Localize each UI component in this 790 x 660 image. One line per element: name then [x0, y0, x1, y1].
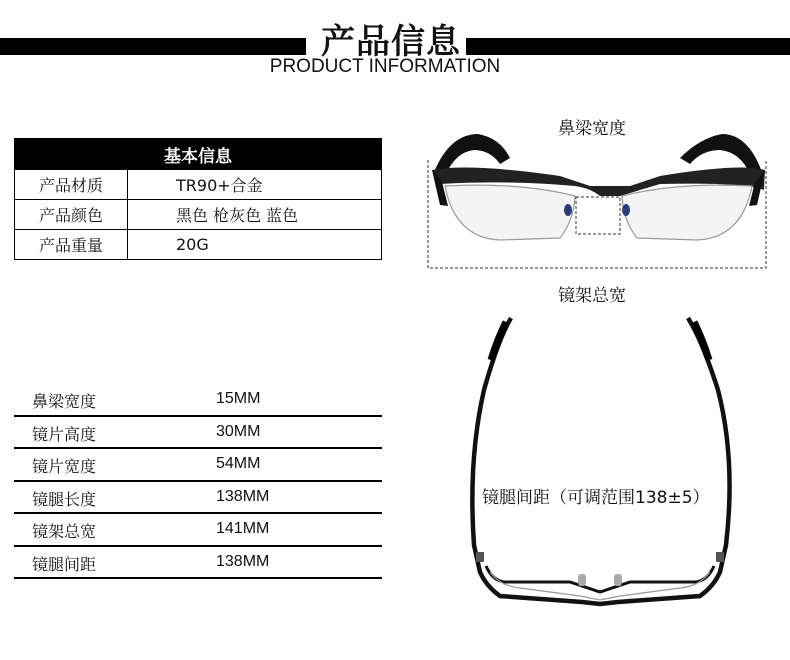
frame-width-label: 镜架总宽 [558, 286, 626, 306]
spec-value: 54MM [216, 455, 261, 472]
spec-label: 镜片宽度 [32, 457, 97, 476]
glasses-top-view-illustration [472, 318, 729, 604]
spec-value: 138MM [216, 552, 270, 570]
spec-label: 鼻梁宽度 [32, 392, 97, 411]
spec-label: 镜架总宽 [32, 522, 97, 541]
section-title: 产品信息 [321, 22, 461, 62]
spec-label: 镜腿间距 [32, 554, 97, 574]
glasses-front-view-illustration [428, 134, 766, 268]
row-label: 产品重量 [15, 230, 128, 260]
row-value: 20G [128, 230, 382, 260]
temple-spacing-label: 镜腿间距（可调范围138±5） [482, 483, 710, 508]
row-value: 黑色 枪灰色 蓝色 [128, 200, 382, 230]
spec-value: 15MM [216, 390, 261, 407]
spec-label: 镜片高度 [32, 424, 97, 444]
bridge-width-label: 鼻梁宽度 [558, 119, 626, 139]
basic-info-heading: 基本信息 [15, 139, 382, 170]
section-subtitle: PRODUCT INFORMATION [269, 56, 501, 77]
spec-label: 镜腿长度 [32, 489, 97, 509]
row-value: TR90+合金 [128, 170, 382, 200]
spec-value: 138MM [216, 487, 270, 505]
spec-value: 141MM [216, 520, 270, 537]
row-label: 产品颜色 [15, 200, 128, 230]
spec-value: 30MM [216, 422, 261, 440]
row-label: 产品材质 [15, 170, 128, 200]
